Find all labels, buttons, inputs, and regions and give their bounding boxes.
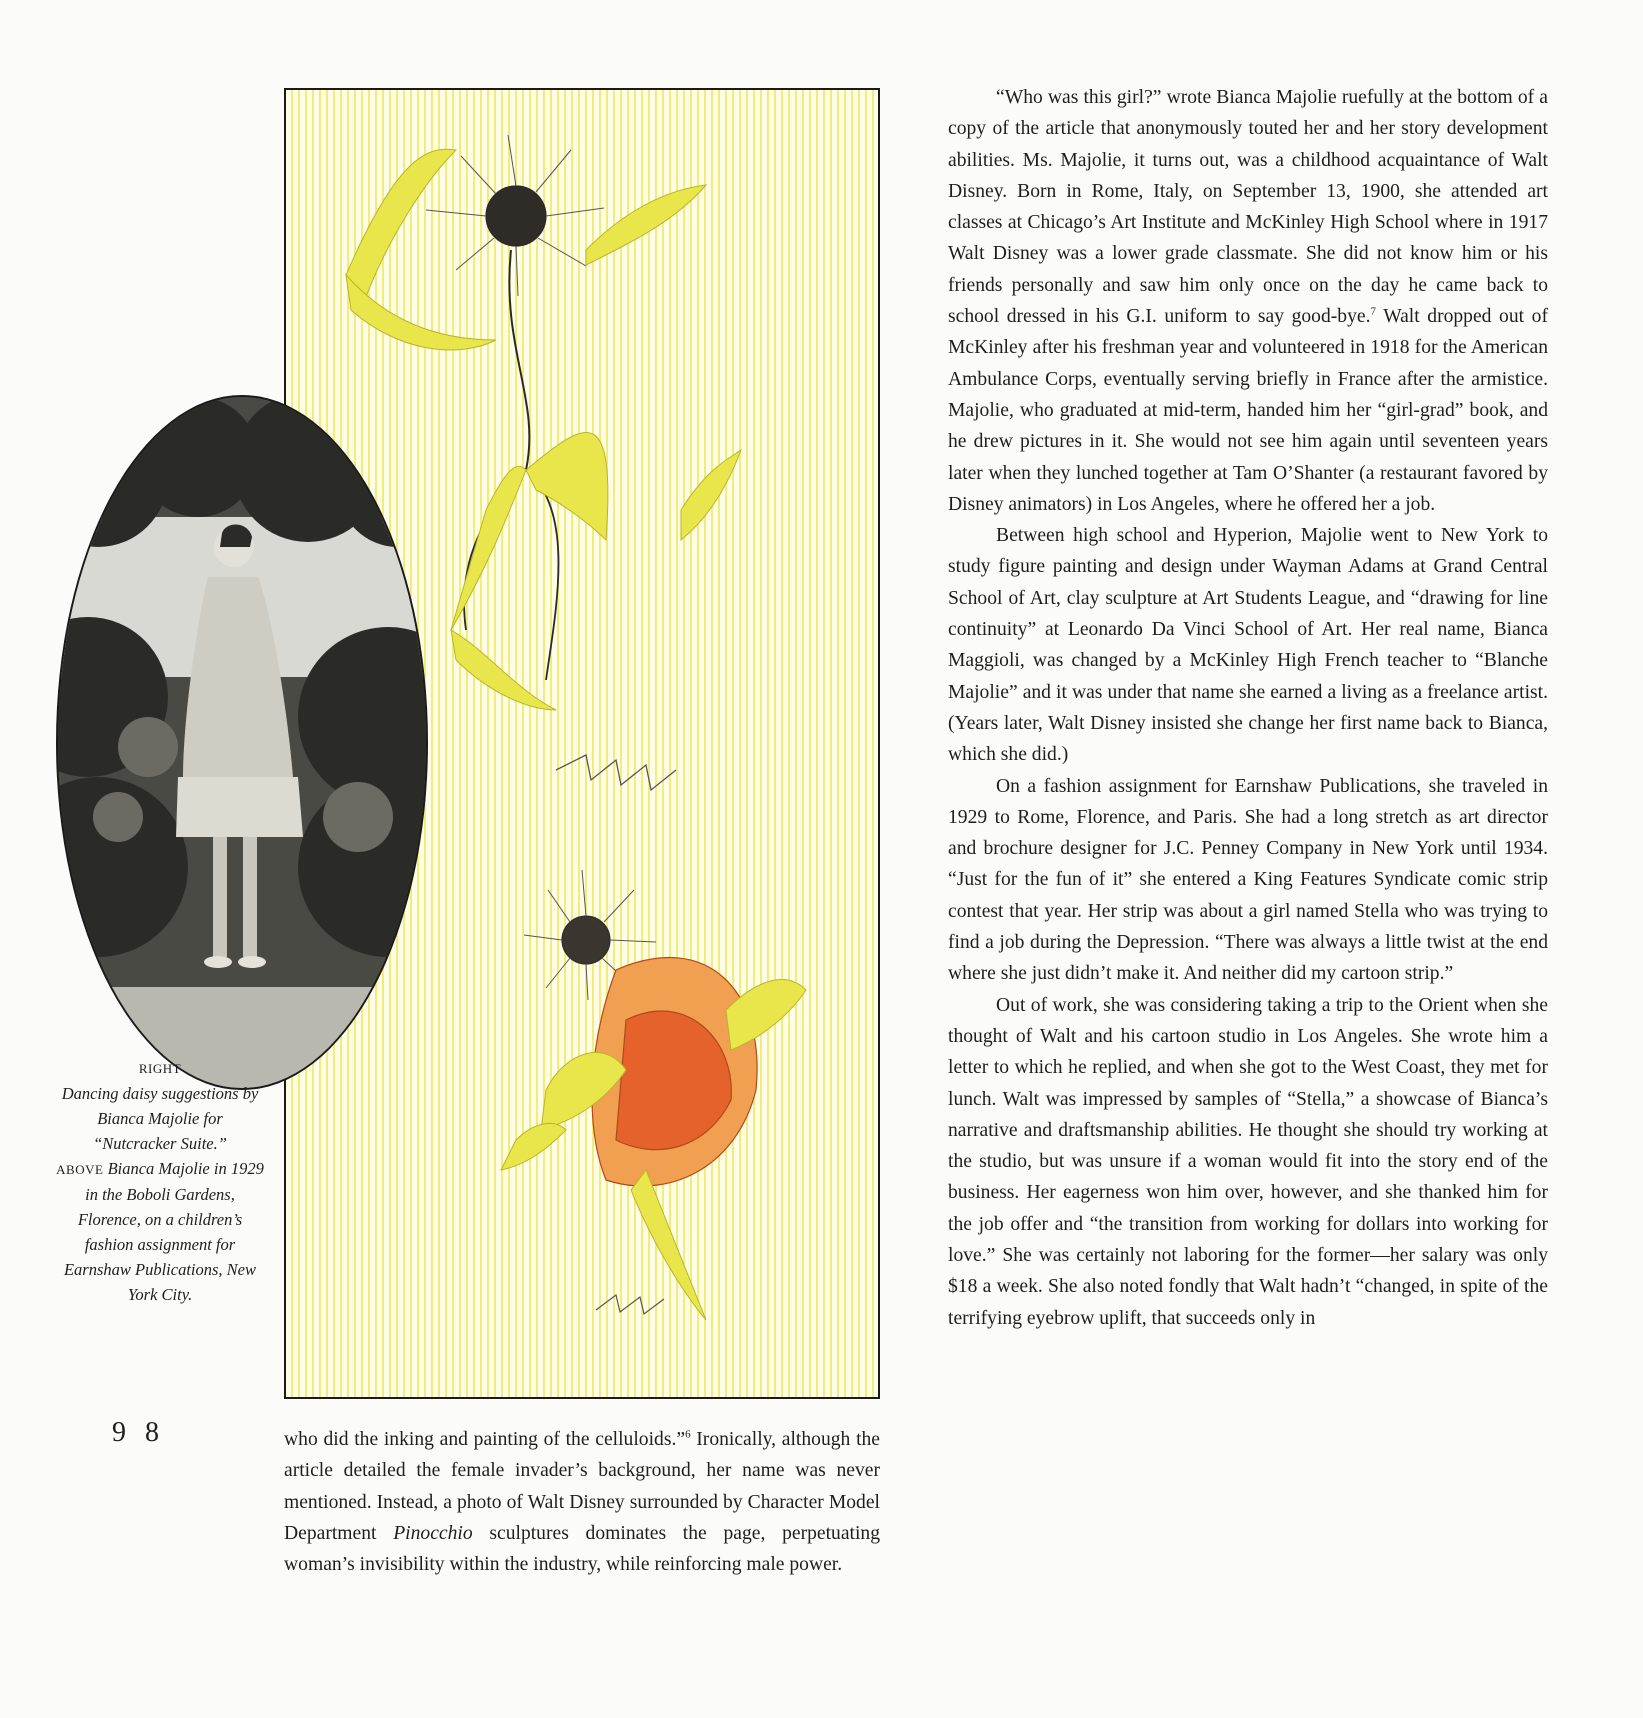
right-paragraph-3: On a fashion assignment for Earnshaw Publications, she traveled in 1929 to Rome, Florence, and Paris. She had a long stretch as art director and brochure designer for J.C. Penney Company in New York until 1934. “Just for the fun of it” she entered a King Features Syndicate comic strip contest that year. Her strip was about a girl named Stella who was trying to find a job during the Depression. “There was always a little twist at the end where she just didn’t make it. And neither did my cartoon strip.”: [948, 775, 1548, 985]
left-p1-b: Ironically, although the article detailed the female invader’s background, her name was never mentioned. Instead, a photo of Walt Disney surrounded by Character Model Department: [284, 1429, 881, 1544]
left-p1-italic: Pinocchio: [393, 1522, 473, 1544]
page-number: 9 8: [112, 1417, 165, 1448]
left-paragraph: [284, 1424, 880, 1580]
caption-right-text: Dancing daisy suggestions by Bianca Majolie for “Nutcracker Suite.”: [61, 1084, 259, 1153]
caption-above-label: ABOVE: [56, 1162, 104, 1177]
left-column-text: [284, 1424, 880, 1580]
right-paragraph-2: Between high school and Hyperion, Majolie went to New York to study figure painting and design under Wayman Adams at Grand Central School of Art, clay sculpture at Art Students League, and “drawing for line continuity” at Leonardo Da Vinci School of Art. Her real name, Bianca Maggioli, was changed by a McKinley High French teacher to “Blanche Majolie” and it was under that name she earned a living as a freelance artist. (Years later, Walt Disney insisted she change her first name back to Bianca, which she did.): [948, 525, 1548, 766]
footnote-ref-6: 6: [685, 1428, 691, 1441]
right-column-text: [948, 82, 1548, 1334]
right-paragraph-1: [948, 82, 1548, 520]
footnote-ref-7: 7: [1370, 305, 1376, 318]
photo-scene: [58, 397, 428, 1090]
caption-right-label: RIGHT: [138, 1061, 182, 1076]
left-p1-c: sculptures dominates the page, perpetuating woman’s invisibility within the industry, while reinforcing male power.: [284, 1522, 880, 1576]
lower-daisy-shadow: [596, 1295, 664, 1314]
oval-photo-bianca-majolie: [56, 395, 428, 1090]
left-p1-a: who did the inking and painting of the celluloids.”: [284, 1429, 686, 1450]
right-p1-b: Walt dropped out of McKinley after his freshman year and volunteered in 1918 for the American Ambulance Corps, eventually serving briefly in France after the armistice. Majolie, who graduated at mid-term, handed him her “girl-grad” book, and he drew pictures in it. She would not see him again until seventeen years later when they lunched together at Tam O’Shanter (a restaurant favored by Disney animators) in Los Angeles, where he offered her a job.: [948, 306, 1548, 515]
right-paragraph-4: Out of work, she was considering taking a trip to the Orient when she thought of Walt and his cartoon studio in Los Angeles. She wrote him a letter to which he replied, and when she got to the West Coast, they met for lunch. Walt was impressed by samples of “Stella,” a showcase of Bianca’s narrative and draftsmanship abilities. He thought she should try working at the studio, but was unsure if a woman would fit into the story end of the business. Her eagerness won him over, however, and she thanked him for the job offer and “the transition from working for dollars into working for love.” She was certainly not laboring for the former—her salary was only $18 a week. She also noted fondly that Walt hadn’t “changed, in spite of the terrifying eyebrow uplift, that succeeds only in: [948, 994, 1548, 1329]
caption-above-text: Bianca Majolie in 1929 in the Boboli Gardens, Florence, on a children’s fashion assignment for Earnshaw Publications, New York City.: [63, 1159, 264, 1304]
upper-daisy-shadow: [556, 755, 676, 790]
right-p1-a: “Who was this girl?” wrote Bianca Majolie ruefully at the bottom of a copy of the article that anonymously touted her and her story development abilities. Ms. Majolie, it turns out, was a childhood acquaintance of Walt Disney. Born in Rome, Italy, on September 13, 1900, she attended art classes at Chicago’s Art Institute and McKinley High School where in 1917 Walt Disney was a lower grade classmate. She did not know him or his friends personally and saw him only once on the day he came back to school dressed in his G.I. uniform to say good-bye.: [948, 87, 1548, 328]
figure-caption: [56, 1055, 264, 1307]
upper-dancing-daisy: [426, 135, 604, 680]
